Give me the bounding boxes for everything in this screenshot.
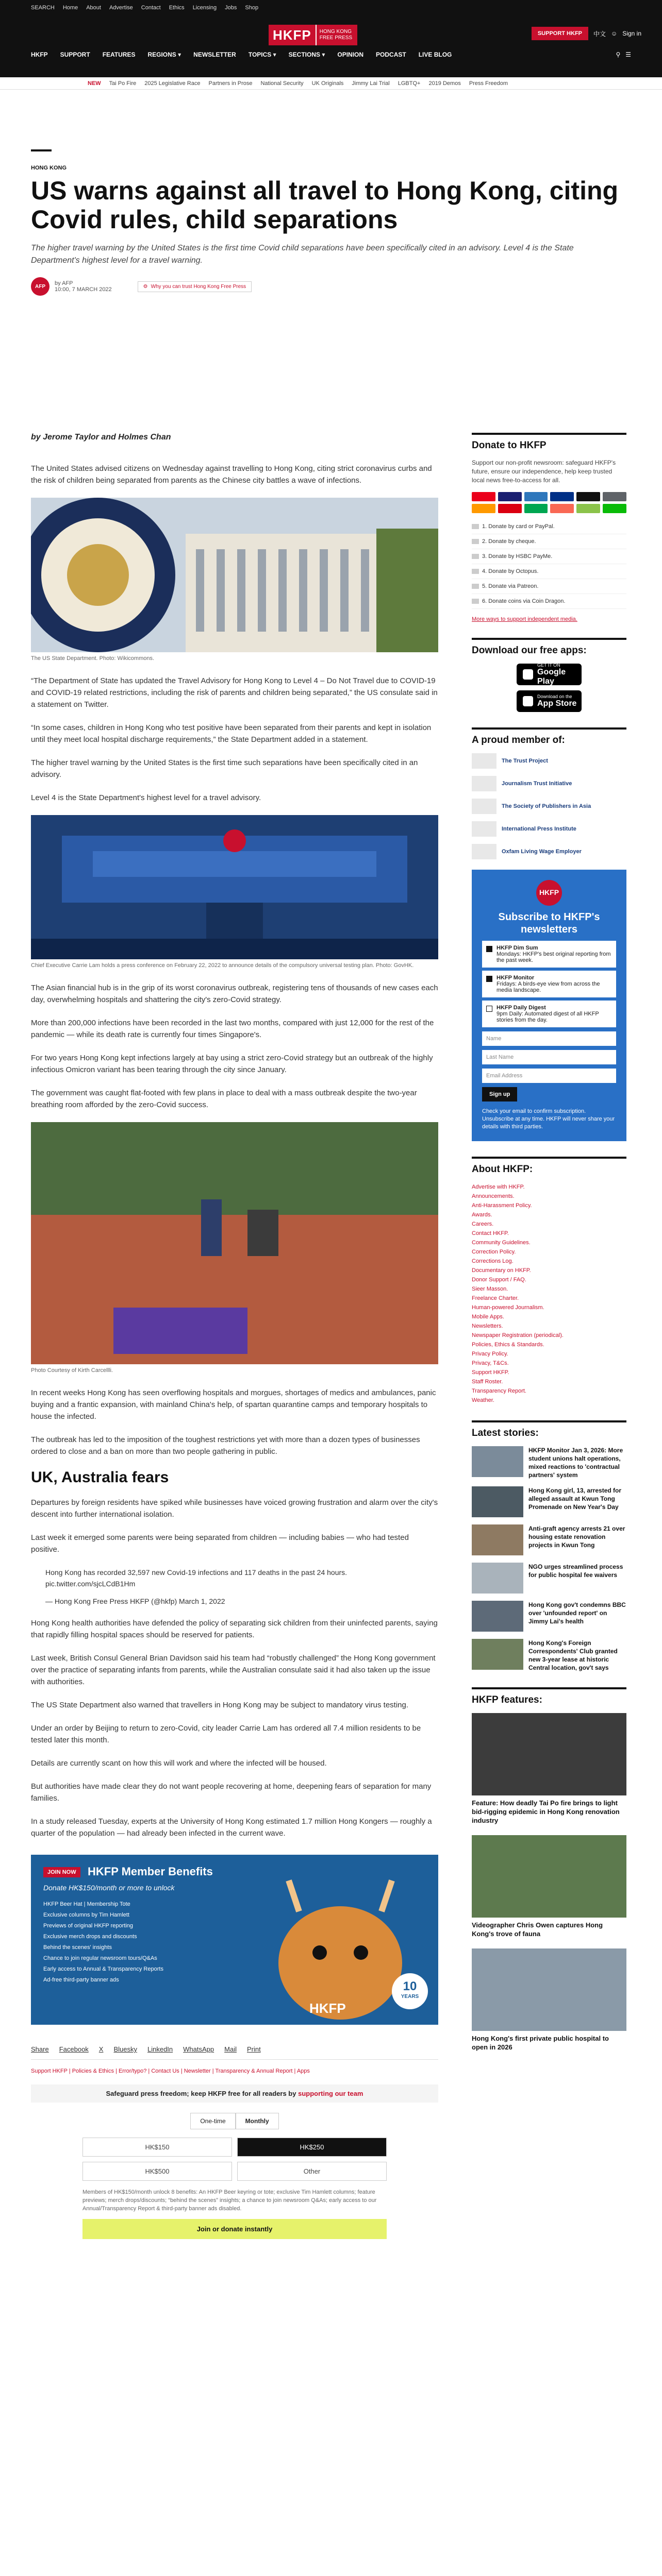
story-item[interactable]: Anti-graft agency arrests 21 over housing estate renovation projects in Kwun Tong xyxy=(472,1524,626,1555)
member-heading: A proud member of: xyxy=(472,727,626,746)
about-link[interactable]: Awards. xyxy=(472,1212,492,1218)
paragraph: Last week, British Consul General Brian Davidson said his team had “robustly challenged” the Hong Kong government over the practice of separating infants from parents, while the Australian consulate said it had also taken up the issue with authorities. xyxy=(31,1654,436,1686)
ipi-icon xyxy=(472,821,496,837)
join-now-badge[interactable]: JOIN NOW xyxy=(43,1867,80,1877)
advertise-link[interactable]: Advertise xyxy=(109,5,133,11)
paragraph: Hong Kong health authorities have defended the policy of separating sick children from their uninfected parents, saying that rapidly filling hospital spaces should be reserved for patients. xyxy=(31,1619,438,1639)
support-team-link[interactable]: supporting our team xyxy=(298,2090,363,2097)
sopa-icon xyxy=(472,799,496,814)
new-badge: NEW xyxy=(88,80,101,87)
about-link[interactable]: Freelance Charter. xyxy=(472,1295,519,1301)
feature-thumbnail xyxy=(472,1948,626,2031)
section-heading: UK, Australia fears xyxy=(31,1469,169,1486)
feature-item[interactable]: Videographer Chris Owen captures Hong Kong's trove of fauna xyxy=(472,1835,626,1938)
about-link[interactable]: Support HKFP. xyxy=(472,1369,509,1376)
perk-item: Behind the scenes' insights xyxy=(43,1944,112,1951)
checkbox[interactable] xyxy=(486,946,492,952)
donation-frequency-toggle xyxy=(31,2113,438,2129)
one-time-tab[interactable]: One-time xyxy=(190,2113,235,2129)
press-conference-image xyxy=(31,815,438,959)
byline-name[interactable]: by AFP xyxy=(55,280,73,286)
language-link[interactable]: 中文 xyxy=(593,30,606,38)
about-link[interactable]: Corrections Log. xyxy=(472,1258,514,1264)
visa-icon xyxy=(498,492,522,501)
shop-link[interactable]: Shop xyxy=(245,5,259,11)
shield-icon: ⚙ xyxy=(143,283,148,290)
trust-link[interactable]: ⚙ Why you can trust Hong Kong Free Press xyxy=(138,281,252,292)
about-link[interactable]: Careers. xyxy=(472,1221,494,1227)
support-button[interactable]: SUPPORT HKFP xyxy=(532,27,588,40)
site-header xyxy=(0,15,662,77)
user-icon[interactable]: ☺ xyxy=(611,30,618,37)
site-logo[interactable]: HKFP HONG KONG FREE PRESS xyxy=(269,25,357,45)
sidebar xyxy=(472,433,626,2062)
nav-item-regions[interactable]: REGIONS ▾ xyxy=(147,51,181,58)
article-body xyxy=(31,433,438,2239)
perk-item: Previews of original HKFP reporting xyxy=(43,1923,134,1929)
feature-thumbnail xyxy=(472,1835,626,1918)
article-authors: by Jerome Taylor and Holmes Chan xyxy=(31,433,171,442)
amount-option[interactable]: HK$150 xyxy=(82,2138,232,2157)
about-link[interactable]: Weather. xyxy=(472,1397,494,1403)
donate-option[interactable]: 6. Donate coins via Coin Dragon. xyxy=(472,594,626,609)
story-thumbnail xyxy=(472,1639,523,1670)
paypal-icon xyxy=(550,492,574,501)
trending-item[interactable]: UK Originals xyxy=(311,80,344,87)
trending-item[interactable]: LGBTQ+ xyxy=(398,80,421,87)
member-logo[interactable]: International Press Institute xyxy=(472,821,626,837)
oxfam-icon xyxy=(472,844,496,859)
ethics-link[interactable]: Ethics xyxy=(169,5,185,11)
about-link[interactable]: Transparency Report. xyxy=(472,1388,526,1394)
paragraph: For two years Hong Kong kept infections largely at bay using a strict zero-Covid strategy but an outbreak of the highly infectious Omicron variant has been tearing through the city since January. xyxy=(31,1054,433,1074)
nav-item-topics[interactable]: TOPICS ▾ xyxy=(248,51,276,58)
member-logo[interactable]: Journalism Trust Initiative xyxy=(472,776,626,791)
paragraph: Last week it emerged some parents were being separated from children — including babies — who had tested positive. xyxy=(31,1533,409,1554)
about-link[interactable]: Contact HKFP. xyxy=(472,1230,509,1236)
paragraph: More than 200,000 infections have been recorded in the last two months, compared with just 12,000 for the rest of the pandemic — while its death rate is currently four times Singapore's. xyxy=(31,1019,434,1039)
mastercard-icon xyxy=(472,492,495,501)
contact-link[interactable]: Contact xyxy=(141,5,161,11)
feature-thumbnail xyxy=(472,1713,626,1795)
trending-bar xyxy=(0,77,662,90)
nav-item-podcast[interactable]: PODCAST xyxy=(376,51,406,58)
perk-item: Exclusive columns by Tim Hamlett xyxy=(43,1912,129,1918)
google-play-icon xyxy=(523,669,533,680)
donation-amounts xyxy=(82,2138,387,2181)
trending-item[interactable]: National Security xyxy=(260,80,304,87)
about-link[interactable]: Donor Support / FAQ. xyxy=(472,1277,526,1283)
about-link[interactable]: Announcements. xyxy=(472,1193,515,1199)
paragraph: Details are currently scant on how this will work and where the infected will be housed. xyxy=(31,1759,327,1768)
nav-item-support[interactable]: SUPPORT xyxy=(60,51,90,58)
perk-item: Chance to join regular newsroom tours/Q&As xyxy=(43,1955,157,1961)
share-bluesky[interactable]: Bluesky xyxy=(113,2045,137,2053)
about-links xyxy=(472,1182,626,1405)
photo-caption: Chief Executive Carrie Lam holds a press conference on February 22, 2022 to announce details of the compulsory universal testing plan. Photo: GovHK. xyxy=(31,962,414,969)
anniversary-badge: 10 YEARS xyxy=(392,1973,428,2009)
trending-item[interactable]: Jimmy Lai Trial xyxy=(352,80,390,87)
story-item[interactable]: NGO urges streamlined process for public hospital fee waivers xyxy=(472,1563,626,1594)
search-icon[interactable]: ⚲ xyxy=(616,51,621,58)
photo-state-department xyxy=(31,498,438,652)
about-link[interactable]: Community Guidelines. xyxy=(472,1240,531,1246)
checkbox[interactable] xyxy=(486,1006,492,1012)
donate-option[interactable]: 1. Donate by card or PayPal. xyxy=(472,519,626,534)
article-kicker[interactable]: HONG KONG xyxy=(31,165,67,171)
footer-links[interactable]: Support HKFP | Policies & Ethics | Error/typo? | Contact Us | Newsletter | Transparency & Annual Report | Apps xyxy=(31,2068,310,2074)
googlepay-icon xyxy=(603,492,626,501)
paragraph: “In some cases, children in Hong Kong who test positive have been separated from their parents and kept in isolation until they meet local hospital discharge requirements,” the State Department added in a statement. xyxy=(31,723,432,744)
share-label: Share xyxy=(31,2045,49,2053)
about-link[interactable]: Human-powered Journalism. xyxy=(472,1304,544,1311)
applepay-icon xyxy=(576,492,600,501)
trending-item[interactable]: 2019 Demos xyxy=(428,80,461,87)
share-facebook[interactable]: Facebook xyxy=(59,2045,89,2053)
donate-option[interactable]: 4. Donate by Octopus. xyxy=(472,564,626,579)
unionpay-icon xyxy=(472,504,495,513)
paragraph: The US State Department also warned that travellers in Hong Kong may be subject to mandatory virus testing. xyxy=(31,1701,409,1709)
story-item[interactable]: Hong Kong girl, 13, arrested for alleged assault at Kwun Tong Promenade on New Year's Day xyxy=(472,1486,626,1517)
newsletter-option[interactable]: HKFP Daily Digest 9pm Daily: Automated digest of all HKFP stories from the day. xyxy=(482,1001,616,1027)
story-thumbnail xyxy=(472,1446,523,1477)
perk-list xyxy=(43,1899,163,1986)
share-x[interactable]: X xyxy=(98,2045,104,2053)
amount-option-selected[interactable]: HK$250 xyxy=(237,2138,387,2157)
signin-link[interactable]: Sign in xyxy=(622,30,641,37)
photo-caption: The US State Department. Photo: Wikicommons. xyxy=(31,655,155,662)
member-benefits-banner[interactable] xyxy=(31,1855,438,2025)
utility-bar xyxy=(0,0,662,15)
apps-heading: Download our free apps: xyxy=(472,638,626,656)
paragraph: “The Department of State has updated the Travel Advisory for Hong Kong to Level 4 – Do Not Travel due to COVID-19 and COVID-19 related restrictions, including the risk of parents and children being separated,” the US consulate said in a statement on Twitter. xyxy=(31,676,438,709)
promo-title: HKFP Member Benefits xyxy=(88,1865,213,1878)
alipay-icon xyxy=(576,504,600,513)
monthly-tab[interactable]: Monthly xyxy=(236,2113,279,2129)
nav-item-features[interactable]: FEATURES xyxy=(102,51,136,58)
paragraph: In recent weeks Hong Kong has seen overflowing hospitals and morgues, shortages of medics and ambulances, panic buying and a frantic expansion, with mainland China's help, of spartan quarantine camps and temporary hospitals to house the infected. xyxy=(31,1388,436,1421)
about-link[interactable]: Privacy, T&Cs. xyxy=(472,1360,509,1366)
about-link[interactable]: Correction Policy. xyxy=(472,1249,516,1255)
perk-item: Ad-free third-party banner ads xyxy=(43,1977,119,1983)
paragraph: The higher travel warning by the United States is the first time such separations have been specifically cited in an advisory. xyxy=(31,758,418,779)
donation-note: Members of HK$150/month unlock 8 benefits: An HKFP Beer keyring or tote; exclusive Tim Hamlett columns; feature previews; merch drops/discounts; “behind the scenes” insights; a chance to join newsroom Q&As; early access to our Annual/Transparency Report & third-party banner ads disabled. xyxy=(82,2189,377,2212)
street-testing-image xyxy=(31,1122,438,1364)
state-department-image xyxy=(31,498,438,652)
paragraph: But authorities have made clear they do not want people recovering at home, deepening fears of separation for many families. xyxy=(31,1782,432,1803)
email-input[interactable]: Email Address xyxy=(482,1069,616,1083)
about-link[interactable]: Mobile Apps. xyxy=(472,1314,504,1320)
signup-button[interactable]: Sign up xyxy=(482,1087,517,1101)
nav-item-newsletter[interactable]: NEWSLETTER xyxy=(193,51,236,58)
trending-item[interactable]: Press Freedom xyxy=(469,80,508,87)
member-logo[interactable]: The Trust Project xyxy=(472,753,626,769)
share-bar xyxy=(31,2045,438,2060)
photo-press-conference xyxy=(31,815,438,959)
story-thumbnail xyxy=(472,1524,523,1555)
story-item[interactable]: Hong Kong's Foreign Correspondents' Club granted new 3-year lease at historic Central location, gov't says xyxy=(472,1639,626,1672)
tweet-attribution[interactable]: — Hong Kong Free Press HKFP (@hkfp) March 1, 2022 xyxy=(45,1597,225,1605)
amount-option[interactable]: Other xyxy=(237,2162,387,2181)
feature-item[interactable]: Feature: How deadly Tai Po fire brings to light bid-rigging epidemic in Hong Kong renovation industry xyxy=(472,1713,626,1825)
features-heading: HKFP features: xyxy=(472,1687,626,1706)
nav-item-sections[interactable]: SECTIONS ▾ xyxy=(288,51,325,58)
about-link[interactable]: Newspaper Registration (periodical). xyxy=(472,1332,564,1338)
tweet-text: Hong Kong has recorded 32,597 new Covid-19 infections and 117 deaths in the past 24 hours. pic.twitter.com/sjcLCdB1Hm xyxy=(45,1568,347,1588)
paragraph: Departures by foreign residents have spiked while businesses have voiced growing frustration and alarm over the city's descent into further international isolation. xyxy=(31,1498,438,1519)
about-heading: About HKFP: xyxy=(472,1157,626,1175)
byline xyxy=(31,277,631,296)
latest-heading: Latest stories: xyxy=(472,1420,626,1439)
newsletter-option[interactable]: HKFP Monitor Fridays: A birds-eye view from across the media landscape. xyxy=(482,971,616,997)
last-name-input[interactable]: Last Name xyxy=(482,1050,616,1064)
hkfp-icon: HKFP xyxy=(536,880,562,906)
story-item[interactable]: Hong Kong gov't condemns BBC over 'unfounded report' on Jimmy Lai's health xyxy=(472,1601,626,1632)
more-ways-link[interactable]: More ways to support independent media. xyxy=(472,616,577,622)
join-donate-button[interactable]: Join or donate instantly xyxy=(82,2219,387,2239)
byline-date: 10:00, 7 MARCH 2022 xyxy=(55,286,112,293)
payme-icon xyxy=(498,504,522,513)
share-print[interactable]: Print xyxy=(246,2045,261,2053)
promo-subtitle: Donate HK$150/month or more to unlock xyxy=(43,1884,175,1892)
paragraph: The outbreak has led to the imposition of the toughest restrictions yet with more than a dozen types of businesses ordered to close and a ban on more than two people gathering in public. xyxy=(31,1435,420,1456)
donate-option[interactable]: 5. Donate via Patreon. xyxy=(472,579,626,594)
first-name-input[interactable]: Name xyxy=(482,1031,616,1046)
story-item[interactable]: HKFP Monitor Jan 3, 2026: More student unions halt operations, mixed reactions to 'contractual partners' system xyxy=(472,1446,626,1479)
share-whatsapp[interactable]: WhatsApp xyxy=(183,2045,214,2053)
app-store-badge[interactable]: Download on the App Store xyxy=(517,690,582,712)
amount-option[interactable]: HK$500 xyxy=(82,2162,232,2181)
wechat-icon xyxy=(603,504,626,513)
donate-option[interactable]: 3. Donate by HSBC PayMe. xyxy=(472,549,626,564)
payment-icons xyxy=(472,492,626,513)
licensing-link[interactable]: Licensing xyxy=(192,5,217,11)
share-linkedin[interactable]: LinkedIn xyxy=(147,2045,173,2053)
perk-item: HKFP Beer Hat | Membership Tote xyxy=(43,1901,130,1907)
article-headline: US warns against all travel to Hong Kong, citing Covid rules, child separations xyxy=(31,176,619,234)
photo-street xyxy=(31,1122,438,1364)
embedded-tweet xyxy=(45,1567,438,1607)
amex-icon xyxy=(524,492,548,501)
paragraph: The Asian financial hub is in the grip of its worst coronavirus outbreak, registering tens of thousands of new cases each day, overwhelming hospitals and shattering the city's zero-Covid strategy. xyxy=(31,984,438,1004)
about-link[interactable]: Staff Roster. xyxy=(472,1379,503,1385)
newsletter-option[interactable]: HKFP Dim Sum Mondays: HKFP's best original reporting from the past week. xyxy=(482,941,616,968)
story-thumbnail xyxy=(472,1486,523,1517)
donate-options xyxy=(472,519,626,609)
about-link[interactable]: Documentary on HKFP. xyxy=(472,1267,531,1274)
article-header xyxy=(31,149,631,296)
story-thumbnail xyxy=(472,1601,523,1632)
paragraph: Level 4 is the State Department's highest level for a travel advisory. xyxy=(31,793,261,802)
jobs-link[interactable]: Jobs xyxy=(225,5,237,11)
about-link[interactable]: Newsletters. xyxy=(472,1323,503,1329)
checkbox[interactable] xyxy=(486,976,492,982)
about-link[interactable]: Anti-Harassment Policy. xyxy=(472,1202,532,1209)
nav-item-hkfp[interactable]: HKFP xyxy=(31,51,48,58)
trending-item[interactable]: Partners in Prose xyxy=(208,80,253,87)
avatar: AFP xyxy=(31,277,49,296)
search-link[interactable]: SEARCH xyxy=(31,5,55,11)
about-link[interactable]: About xyxy=(86,5,101,11)
divider xyxy=(31,149,52,151)
safeguard-banner: Safeguard press freedom; keep HKFP free for all readers by supporting our team xyxy=(31,2084,438,2103)
member-logo[interactable]: The Society of Publishers in Asia xyxy=(472,799,626,814)
story-thumbnail xyxy=(472,1563,523,1594)
about-link[interactable]: Advertise with HKFP. xyxy=(472,1184,525,1190)
member-logo[interactable]: Oxfam Living Wage Employer xyxy=(472,844,626,859)
nav-item-opinion[interactable]: OPINION xyxy=(337,51,364,58)
nav-item-liveblog[interactable]: LIVE BLOG xyxy=(418,51,452,58)
trending-item[interactable]: 2025 Legislative Race xyxy=(144,80,201,87)
main-nav xyxy=(31,49,631,60)
about-link[interactable]: Privacy Policy. xyxy=(472,1351,508,1357)
subscribe-heading: Subscribe to HKFP's newsletters xyxy=(498,911,600,935)
patreon-icon xyxy=(550,504,574,513)
newsletter-signup xyxy=(472,870,626,1141)
paragraph: The United States advised citizens on Wednesday against travelling to Hong Kong, citing strict coronavirus curbs and the risk of children being separated from parents as the Chinese city battles a wave of infections. xyxy=(31,464,432,485)
paragraph: The government was caught flat-footed with few plans in place to deal with a mass outbreak despite the two-year breathing room afforded by the zero-Covid success. xyxy=(31,1089,417,1109)
donate-text: Support our non-profit newsroom: safeguard HKFP's future, ensure our independence, help keep trusted local news free-to-access for all. xyxy=(472,459,616,484)
article-dek: The higher travel warning by the United States is the first time Covid child separations have been specifically cited in an advisory. Level 4 is the State Department's highest level for a travel warning. xyxy=(31,244,574,265)
octopus-icon xyxy=(524,504,548,513)
donate-heading: Donate to HKFP xyxy=(472,433,626,451)
feature-item[interactable]: Hong Kong's first private public hospital to open in 2026 xyxy=(472,1948,626,2052)
paragraph: In a study released Tuesday, experts at the University of Hong Kong estimated 1.7 million Hong Kongers — roughly a quarter of the population — had already been infected in the current wave. xyxy=(31,1817,432,1838)
share-mail[interactable]: Mail xyxy=(224,2045,237,2053)
jti-icon xyxy=(472,776,496,791)
promo-brand: HKFP xyxy=(309,2001,346,2016)
paragraph: Under an order by Beijing to return to zero-Covid, city leader Carrie Lam has ordered all 7.4 million residents to be tested later this month. xyxy=(31,1724,421,1744)
about-link[interactable]: Sieer Masson. xyxy=(472,1286,508,1292)
donate-option[interactable]: 2. Donate by cheque. xyxy=(472,534,626,549)
subscribe-note: Check your email to confirm subscription. Unsubscribe at any time. HKFP will never share your details with third parties. xyxy=(482,1108,615,1130)
google-play-badge[interactable]: GET IT ON Google Play xyxy=(517,664,582,685)
trust-project-icon xyxy=(472,753,496,769)
photo-caption: Photo Courtesy of Kirth Carcellli. xyxy=(31,1367,113,1374)
perk-item: Exclusive merch drops and discounts xyxy=(43,1934,137,1940)
trending-item[interactable]: Tai Po Fire xyxy=(109,80,137,87)
perk-item: Early access to Annual & Transparency Reports xyxy=(43,1966,163,1972)
menu-icon[interactable]: ☰ xyxy=(625,51,631,58)
about-link[interactable]: Policies, Ethics & Standards. xyxy=(472,1342,544,1348)
apple-icon xyxy=(523,696,533,706)
home-link[interactable]: Home xyxy=(62,5,78,11)
